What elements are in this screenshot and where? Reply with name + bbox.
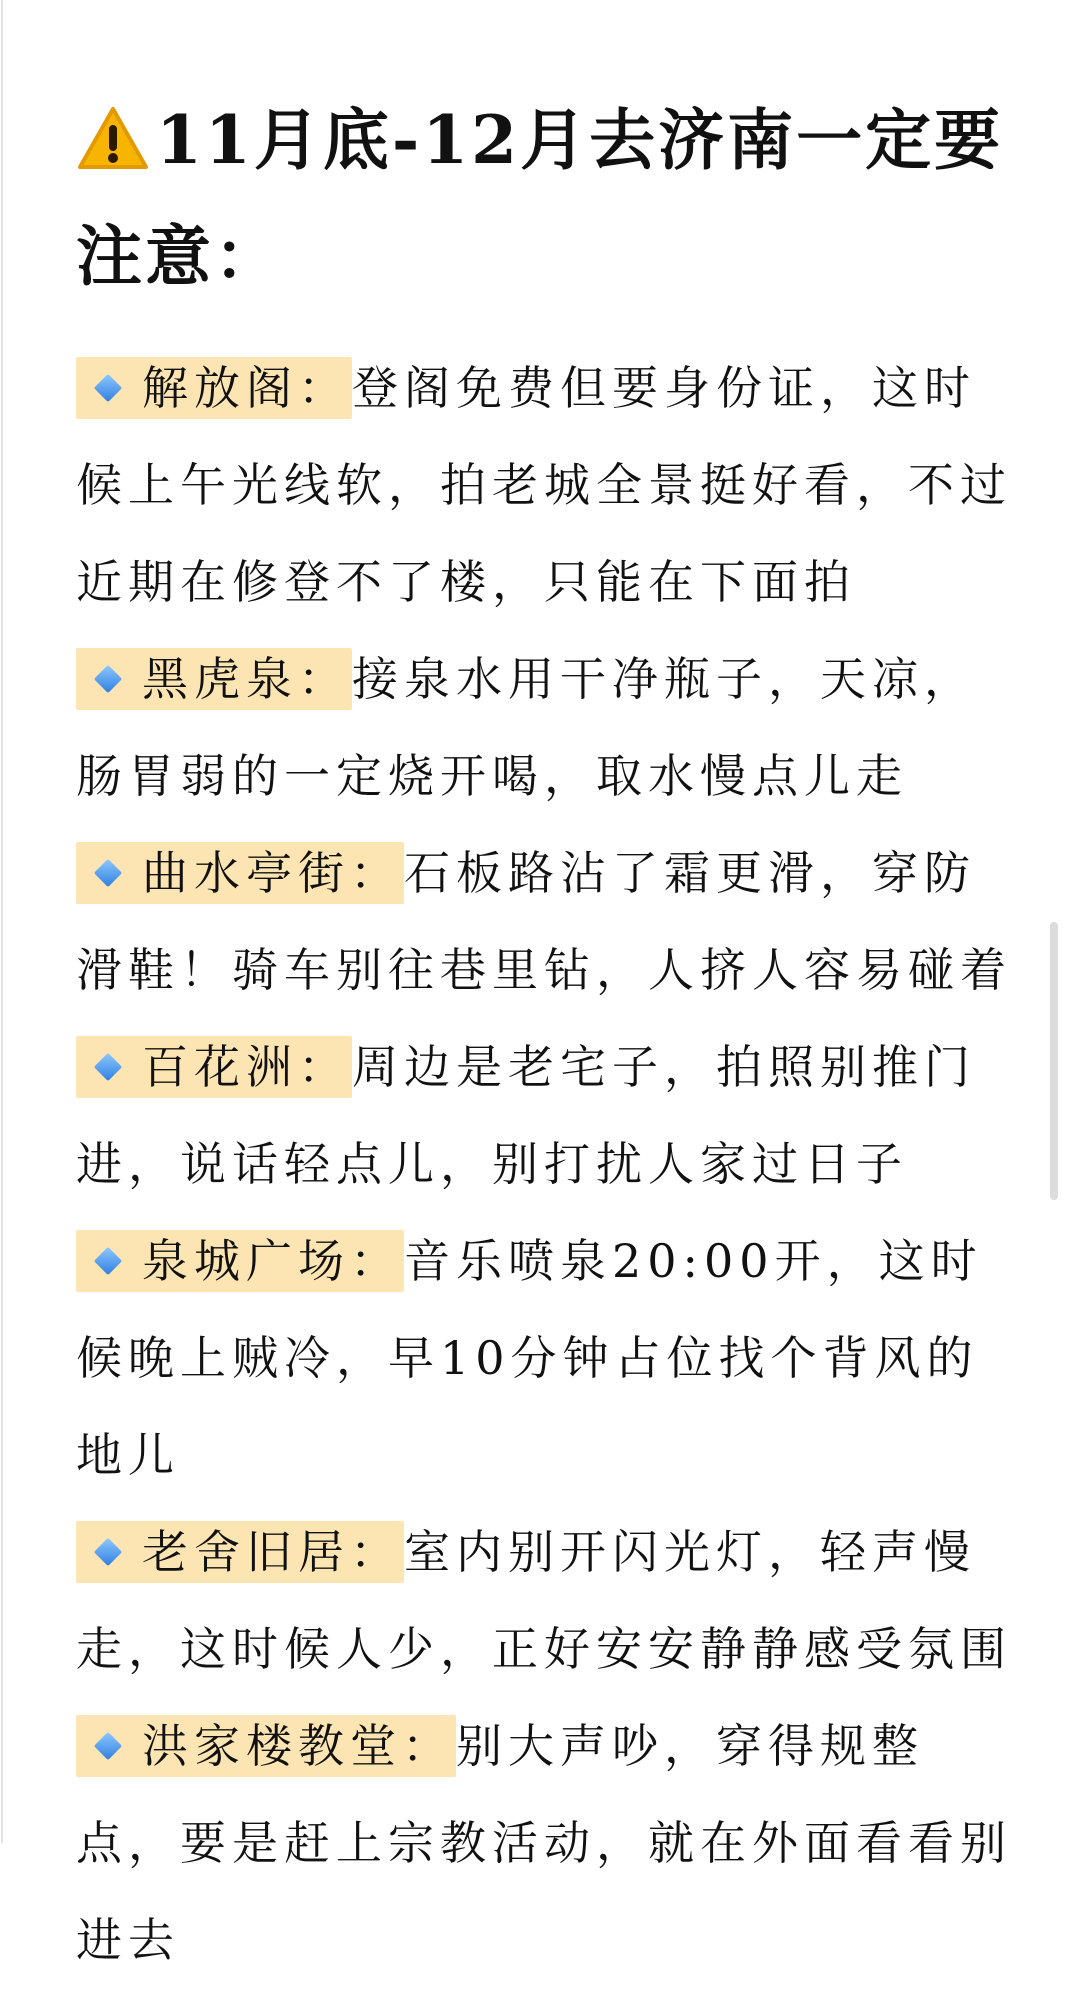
blue-diamond-icon <box>94 1053 122 1081</box>
blue-diamond-icon <box>94 665 122 693</box>
tip-label-highlight <box>76 1230 404 1292</box>
tip-label-highlight <box>76 357 352 419</box>
tip-label-highlight <box>76 648 352 710</box>
tip-baihuazhou <box>76 1019 1016 1213</box>
left-edge-divider <box>1 0 3 1843</box>
tip-label: 曲水亭街： <box>142 846 402 900</box>
tip-label-highlight <box>76 1521 404 1583</box>
tip-label-highlight <box>76 842 404 904</box>
tips-list <box>76 340 1016 1989</box>
tip-text: 石板路沾了霜更滑，穿防滑鞋！骑车别往巷里钻，人挤人容易碰着 <box>76 846 1012 997</box>
tip-hongjialou-church <box>76 1698 1016 1989</box>
tip-label: 解放阁： <box>142 361 350 415</box>
blue-diamond-icon <box>94 1538 122 1566</box>
page-title <box>76 86 1016 310</box>
tip-label: 百花洲： <box>142 1040 350 1094</box>
blue-diamond-icon <box>94 1247 122 1275</box>
tip-laoshe-residence <box>76 1504 1016 1698</box>
tip-text: 周边是老宅子，拍照别推门进，说话轻点儿，别打扰人家过日子 <box>76 1040 976 1191</box>
warning-icon <box>76 94 150 202</box>
tip-qushuitingjie <box>76 825 1016 1019</box>
tip-text: 别大声吵，穿得规整点，要是赶上宗教活动，就在外面看看别进去 <box>76 1719 1012 1967</box>
blue-diamond-icon <box>94 859 122 887</box>
tip-text: 室内别开闪光灯，轻声慢走，这时候人少，正好安安静静感受氛围 <box>76 1525 1012 1676</box>
tip-quancheng-square <box>76 1213 1016 1504</box>
tip-text: 登阁免费但要身份证，这时候上午光线软，拍老城全景挺好看，不过近期在修登不了楼，只能在下面拍 <box>76 361 1012 609</box>
tip-label-highlight <box>76 1715 456 1777</box>
blue-diamond-icon <box>94 1732 122 1760</box>
scrollbar[interactable] <box>1050 922 1058 1200</box>
tip-label-highlight <box>76 1036 352 1098</box>
blue-diamond-icon <box>94 374 122 402</box>
tip-text: 音乐喷泉20:00开，这时候晚上贼冷，早10分钟占位找个背风的地儿 <box>76 1234 983 1482</box>
tip-label: 老舍旧居： <box>142 1525 402 1579</box>
tip-label: 泉城广场： <box>142 1234 402 1288</box>
tip-label: 黑虎泉： <box>142 652 350 706</box>
tip-text: 接泉水用干净瓶子，天凉，肠胃弱的一定烧开喝，取水慢点儿走 <box>76 652 976 803</box>
tip-heihuquan <box>76 631 1016 825</box>
tip-label: 洪家楼教堂： <box>142 1719 454 1773</box>
tip-jiefangge <box>76 340 1016 631</box>
page-title-text: 11月底-12月去济南一定要注意： <box>76 101 1004 295</box>
